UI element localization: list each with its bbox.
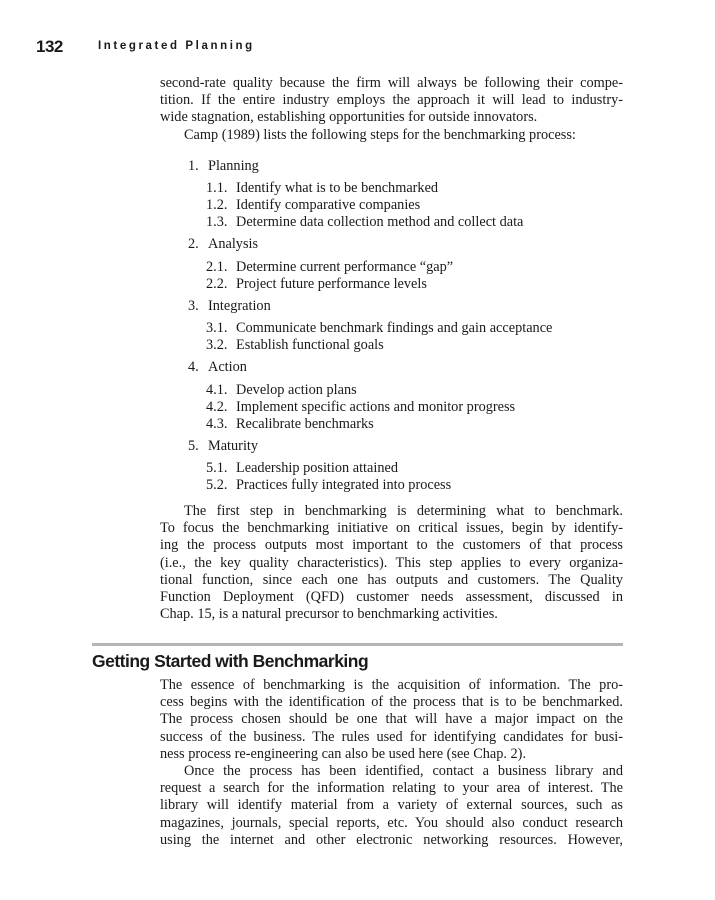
text-line: (i.e., the key quality characteristics). This step applies to every organiza- <box>160 554 623 571</box>
intro-paragraph <box>160 75 623 144</box>
text-line: To focus the benchmarking initiative on critical issues, begin by identify- <box>160 520 623 537</box>
list-subitem: 2.2. Project future performance levels <box>206 276 427 292</box>
text-line: request a search for the information relating to your area of interest. The <box>160 780 623 797</box>
list-subitem: 3.1. Communicate benchmark findings and gain acceptance <box>206 320 553 336</box>
list-subitem: 1.3. Determine data collection method and collect data <box>206 214 524 230</box>
section-paragraph-2 <box>160 763 623 849</box>
text-line: The essence of benchmarking is the acquisition of information. The pro- <box>160 677 623 693</box>
text-line: wide stagnation, establishing opportunities for outside innovators. <box>160 109 538 126</box>
text-line: Once the process has been identified, contact a business library and <box>184 763 623 779</box>
list-item: 1. Planning <box>188 158 259 174</box>
list-item: 5. Maturity <box>188 438 259 454</box>
text-line: ing the process outputs most important to the customers of that process <box>160 537 623 554</box>
text-line: second-rate quality because the firm will always be following their compe- <box>160 75 623 91</box>
list-item: 3. Integration <box>188 298 271 314</box>
page-number: 132 <box>36 37 63 56</box>
text-line: using the internet and other electronic networking resources. However, <box>160 831 623 848</box>
first-step-paragraph <box>160 503 623 623</box>
text-line: The first step in benchmarking is determining what to benchmark. <box>184 503 623 519</box>
text-line: Function Deployment (QFD) customer needs assessment, discussed in <box>160 589 623 606</box>
list-item: 2. Analysis <box>188 236 259 252</box>
section-paragraph-1 <box>160 677 623 763</box>
list-subitem: 1.2. Identify comparative companies <box>206 197 421 213</box>
text-line: tition. If the entire industry employs the approach it will lead to industry- <box>160 92 623 109</box>
book-title: Integrated Planning <box>98 40 255 52</box>
list-subitem: 5.2. Practices fully integrated into process <box>206 477 452 493</box>
list-subitem: 4.1. Develop action plans <box>206 382 357 398</box>
text-line: library will identify material from a variety of external sources, such as <box>160 797 623 814</box>
text-line: Chap. 15, is a natural precursor to benchmarking activities. <box>160 606 498 623</box>
text-line: The process chosen should be one that will have a major impact on the <box>160 711 623 728</box>
text-line: tional function, since each one has outputs and customers. The Quality <box>160 571 623 588</box>
text-line: ness process re-engineering can also be used here (see Chap. 2). <box>160 745 527 762</box>
list-subitem: 4.2. Implement specific actions and monitor progress <box>206 399 516 415</box>
list-subitem: 5.1. Leadership position attained <box>206 460 398 476</box>
list-subitem: 4.3. Recalibrate benchmarks <box>206 416 374 432</box>
text-line: magazines, journals, special reports, etc. You should also conduct research <box>160 814 623 831</box>
list-subitem: 2.1. Determine current performance “gap” <box>206 259 454 275</box>
list-item: 4. Action <box>188 359 247 375</box>
text-line: cess begins with the identification of the process that is to be benchmarked. <box>160 694 623 711</box>
section-divider <box>92 643 623 646</box>
camp-sentence: Camp (1989) lists the following steps for the benchmarking process: <box>184 126 576 143</box>
section-heading: Getting Started with Benchmarking <box>92 651 369 671</box>
text-line: success of the business. The rules used for identifying candidates for busi- <box>160 728 623 745</box>
list-subitem: 3.2. Establish functional goals <box>206 337 384 353</box>
list-subitem: 1.1. Identify what is to be benchmarked <box>206 180 439 196</box>
